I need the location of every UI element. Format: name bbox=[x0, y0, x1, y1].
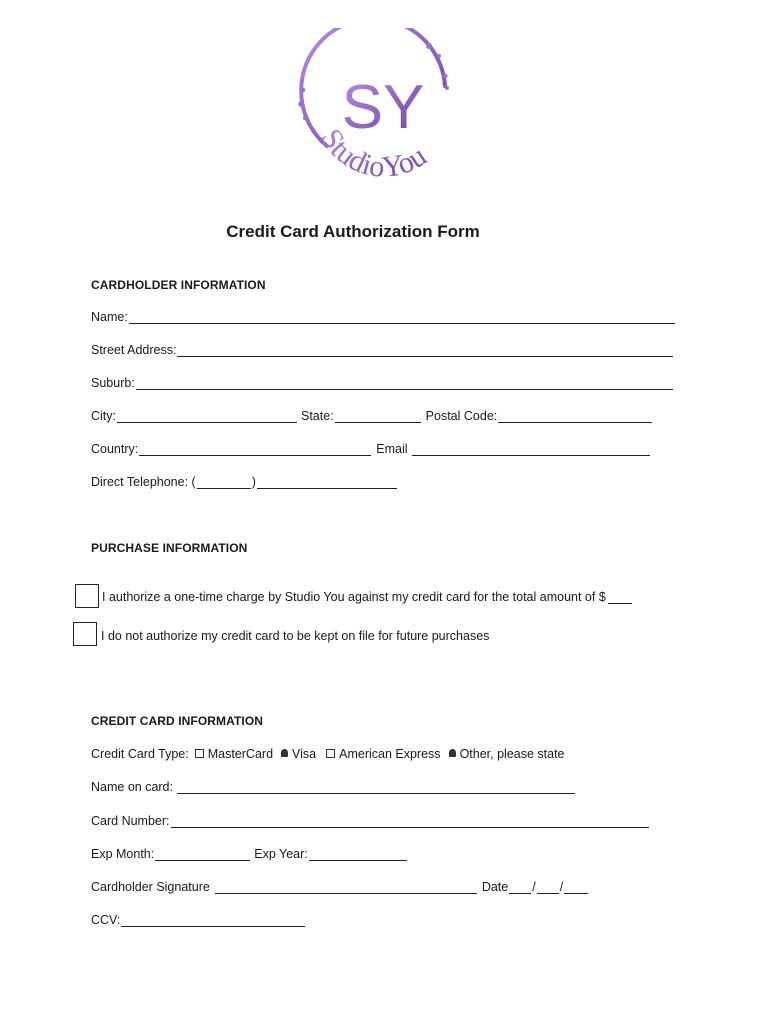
phone-number-field[interactable] bbox=[257, 476, 397, 489]
studio-you-logo bbox=[295, 28, 465, 198]
date-separator-1: / bbox=[532, 880, 536, 894]
phone-close: ) bbox=[251, 475, 256, 489]
authorize-text: I authorize a one-time charge by Studio You against my credit card for the total amount of $ bbox=[102, 590, 606, 604]
signature-row bbox=[91, 880, 589, 894]
email-field[interactable] bbox=[412, 443, 650, 456]
country-row bbox=[91, 442, 651, 456]
state-field[interactable] bbox=[335, 410, 421, 423]
no-authorize-text: I do not authorize my credit card to be kept on file for future purchases bbox=[101, 629, 490, 643]
country-field[interactable] bbox=[139, 443, 371, 456]
authorize-row bbox=[102, 590, 633, 604]
exp-month-label: Exp Month: bbox=[91, 847, 155, 861]
name-label: Name: bbox=[91, 310, 128, 324]
signature-field[interactable] bbox=[215, 881, 477, 894]
amex-label: American Express bbox=[339, 747, 441, 761]
ccv-row bbox=[91, 913, 306, 927]
suburb-field[interactable] bbox=[136, 377, 673, 390]
no-authorize-checkbox[interactable] bbox=[73, 622, 97, 646]
mastercard-checkbox-icon[interactable] bbox=[195, 749, 204, 758]
visa-checkbox-icon[interactable] bbox=[281, 749, 288, 757]
amex-checkbox-icon[interactable] bbox=[326, 749, 335, 758]
suburb-row bbox=[91, 376, 674, 390]
logo-wordmark: StudioYou bbox=[314, 123, 433, 185]
city-label: City: bbox=[91, 409, 116, 423]
date-year-field[interactable] bbox=[564, 881, 588, 894]
name-on-card-field[interactable] bbox=[177, 781, 575, 794]
signature-label: Cardholder Signature bbox=[91, 880, 210, 894]
postal-label: Postal Code: bbox=[425, 409, 498, 423]
card-number-row bbox=[91, 814, 650, 828]
postal-field[interactable] bbox=[498, 410, 652, 423]
exp-year-label: Exp Year: bbox=[254, 847, 308, 861]
date-month-field[interactable] bbox=[537, 881, 559, 894]
other-label: Other, please state bbox=[459, 747, 565, 761]
visa-label: Visa bbox=[292, 747, 317, 761]
card-number-label: Card Number: bbox=[91, 814, 170, 828]
mastercard-label: MasterCard bbox=[207, 747, 274, 761]
name-field[interactable] bbox=[129, 311, 675, 324]
exp-month-field[interactable] bbox=[155, 848, 250, 861]
phone-row bbox=[91, 475, 398, 489]
street-row bbox=[91, 343, 674, 357]
name-on-card-row bbox=[91, 780, 576, 794]
amount-field[interactable] bbox=[608, 591, 632, 604]
city-field[interactable] bbox=[117, 410, 297, 423]
name-row bbox=[91, 310, 676, 324]
no-authorize-row bbox=[101, 629, 489, 643]
email-label: Email bbox=[376, 442, 408, 456]
date-label: Date bbox=[481, 880, 509, 894]
card-number-field[interactable] bbox=[171, 815, 649, 828]
country-label: Country: bbox=[91, 442, 139, 456]
ccv-field[interactable] bbox=[121, 914, 305, 927]
card-type-row bbox=[91, 747, 565, 761]
ccv-label: CCV: bbox=[91, 913, 121, 927]
purchase-heading: PURCHASE INFORMATION bbox=[91, 541, 248, 555]
card-heading: CREDIT CARD INFORMATION bbox=[91, 714, 264, 728]
exp-year-field[interactable] bbox=[309, 848, 407, 861]
date-separator-2: / bbox=[559, 880, 564, 894]
cardholder-heading: CARDHOLDER INFORMATION bbox=[91, 278, 266, 292]
expiry-row bbox=[91, 847, 408, 861]
street-label: Street Address: bbox=[91, 343, 177, 357]
other-checkbox-icon[interactable] bbox=[449, 749, 456, 757]
form-title: Credit Card Authorization Form bbox=[226, 222, 480, 241]
street-field[interactable] bbox=[177, 344, 673, 357]
authorize-checkbox[interactable] bbox=[75, 584, 99, 608]
card-type-label: Credit Card Type: bbox=[91, 747, 189, 761]
state-label: State: bbox=[301, 409, 334, 423]
phone-label: Direct Telephone: ( bbox=[91, 475, 196, 489]
suburb-label: Suburb: bbox=[91, 376, 135, 390]
logo-monogram: SY bbox=[341, 73, 425, 142]
phone-area-field[interactable] bbox=[197, 476, 251, 489]
date-day-field[interactable] bbox=[509, 881, 531, 894]
name-on-card-label: Name on card: bbox=[91, 780, 173, 794]
city-row bbox=[91, 409, 653, 423]
